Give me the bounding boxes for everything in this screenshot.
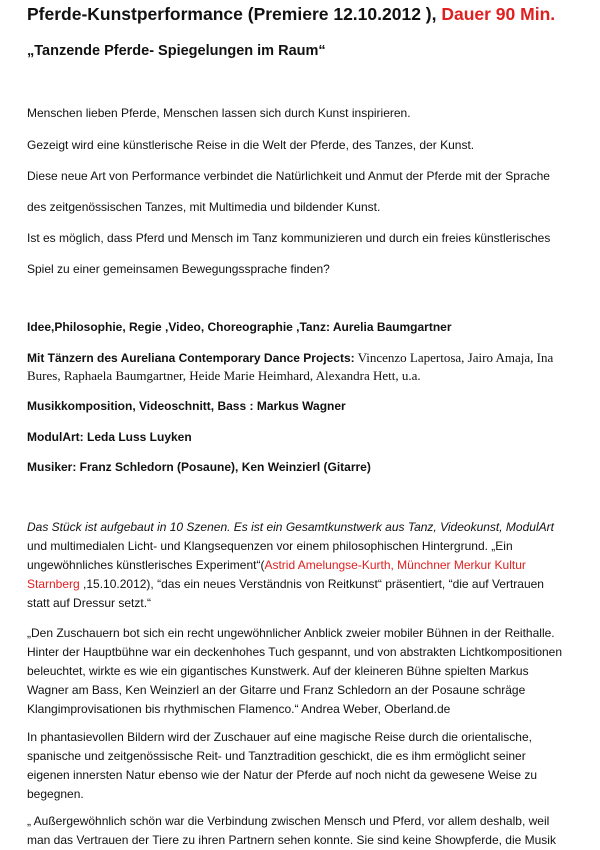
paragraph-line — [27, 556, 587, 575]
page-title — [27, 4, 555, 25]
paragraph-line: „Den Zuschauern bot sich ein recht ungewöhnlicher Anblick zweier mobiler Bühnen in der Reithalle. — [27, 626, 555, 640]
credit-musicians: Musiker: Franz Schledorn (Posaune), Ken Weinzierl (Gitarre) — [27, 460, 371, 474]
quote-text: ungewöhnliches künstlerisches Experiment“( — [27, 558, 265, 572]
paragraph-line: eigenen innersten Natur ebenso wie der Natur der Pferde auf noch nicht da gewesene Weise zu — [27, 768, 538, 782]
credit-idea: Idee,Philosophie, Regie ,Video, Choreographie ,Tanz: Aurelia Baumgartner — [27, 320, 452, 334]
paragraph-structure — [27, 518, 587, 613]
source-citation: Starnberg — [27, 577, 80, 591]
paragraph-line: spanische und zeitgenössische Reit- und Tanztradition geschickt, die es ihm ermöglicht seiner — [27, 749, 526, 763]
intro-line: Gezeigt wird eine künstlerische Reise in die Welt der Pferde, des Tanzes, der Kunst. — [27, 138, 475, 152]
paragraph-line: Hinter der Hauptbühne war ein deckenhohes Tuch gespannt, und von abstrakten Lichtkompositionen — [27, 645, 563, 659]
credit-dancers — [27, 350, 553, 366]
paragraph-review — [27, 624, 587, 719]
dancers-names: Vincenzo Lapertosa, Jairo Amaja, Ina — [354, 350, 554, 365]
intro-line: Diese neue Art von Performance verbindet die Natürlichkeit und Anmut der Pferde mit der Sprache — [27, 169, 550, 183]
paragraph-line: Das Stück ist aufgebaut in 10 Szenen. Es ist ein Gesamtkunstwerk aus Tanz, Videokunst, ModulArt — [27, 520, 554, 534]
paragraph-journey — [27, 728, 587, 804]
paragraph-line: Klangimprovisationen bis rhythmischen Flamenco.“ Andrea Weber, Oberland.de — [27, 702, 451, 716]
paragraph-line: In phantasievollen Bildern wird der Zuschauer auf eine magische Reise durch die orientalische, — [27, 730, 532, 744]
intro-line: Menschen lieben Pferde, Menschen lassen sich durch Kunst inspirieren. — [27, 106, 411, 120]
paragraph-connection — [27, 812, 587, 850]
credit-music: Musikkomposition, Videoschnitt, Bass : Markus Wagner — [27, 399, 346, 413]
credit-modulart: ModulArt: Leda Luss Luyken — [27, 430, 192, 444]
intro-line: des zeitgenössischen Tanzes, mit Multimedia und bildender Kunst. — [27, 200, 381, 214]
paragraph-line: statt auf Dressur setzt.“ — [27, 596, 152, 610]
intro-line: Spiel zu einer gemeinsamen Bewegungssprache finden? — [27, 262, 330, 276]
quote-text: ,15.10.2012), “das ein neues Verständnis von Reitkunst“ präsentiert, “die auf Vertrauen — [79, 577, 544, 591]
paragraph-line — [27, 575, 587, 594]
paragraph-line: man das Vertrauen der Tiere zu ihren Partnern sehen konnte. Sie sind keine Showpferde, die Musik — [27, 833, 556, 847]
paragraph-line: „ Außergewöhnlich schön war die Verbindung zwischen Mensch und Pferd, vor allem deshalb, weil — [27, 814, 550, 828]
paragraph-line: und multimedialen Licht- und Klangsequenzen vor einem philosophischen Hintergrund. „Ein — [27, 539, 513, 553]
source-citation: Astrid Amelungse-Kurth, Münchner Merkur Kultur — [264, 558, 526, 572]
dancers-names-cont: Bures, Raphaela Baumgartner, Heide Marie Heimhard, Alexandra Hett, u.a. — [27, 368, 421, 383]
dancers-label: Mit Tänzern des Aureliana Contemporary Dance Projects: — [27, 351, 355, 365]
paragraph-line: begegnen. — [27, 787, 84, 801]
paragraph-line: Wagner am Bass, Ken Weinzierl an der Gitarre und Franz Schledorn an der Posaune schräge — [27, 683, 526, 697]
intro-line: Ist es möglich, dass Pferd und Mensch im Tanz kommunizieren und durch ein freies künstlerisches — [27, 231, 551, 245]
paragraph-line: beleuchtet, wirkte es wie ein gigantisches Kunstwerk. Auf der kleineren Bühne spielten Markus — [27, 664, 529, 678]
title-duration: Dauer 90 Min. — [441, 4, 556, 24]
title-text: Pferde-Kunstperformance (Premiere 12.10.2012 ), — [27, 4, 442, 24]
page-subtitle: „Tanzende Pferde- Spiegelungen im Raum“ — [27, 43, 326, 59]
